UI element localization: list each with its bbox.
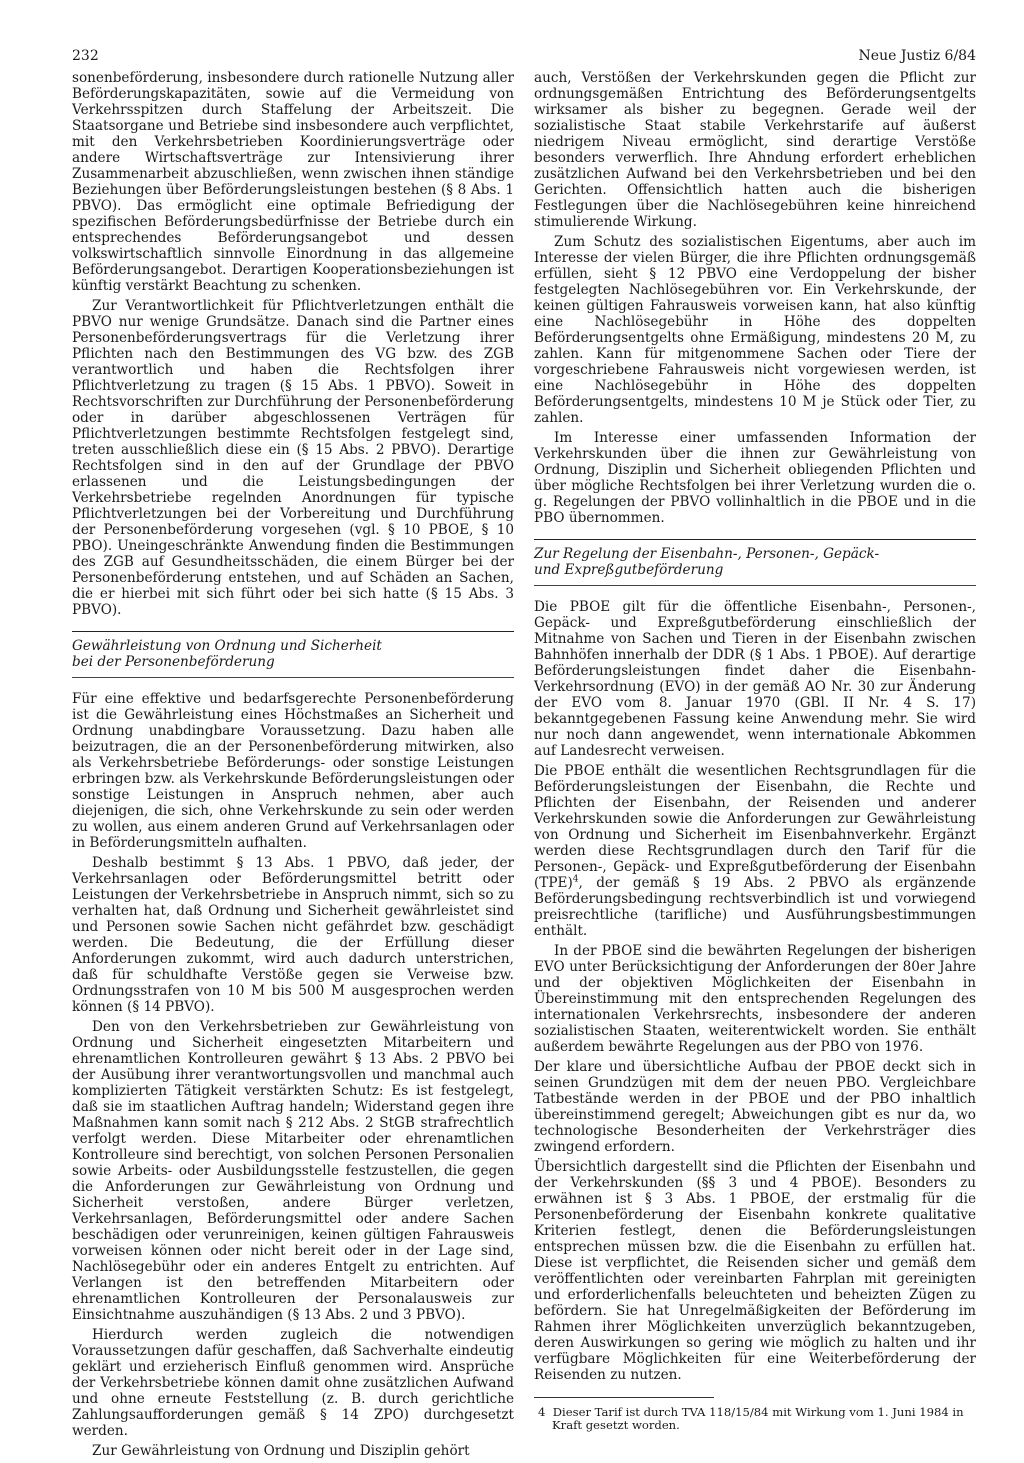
section-heading: [534, 539, 976, 586]
page-header: [72, 48, 976, 66]
paragraph: Der klare und übersichtliche Aufbau der PBOE deckt sich in seinen Grundzügen mit dem der neuen PBO. Vergleichbare Tatbestände werden in der PBOE und der PBO inhaltlich übereinstimmend geregelt; Abweichungen gibt es nur da, wo technologische Besonderheiten der Verkehrsträger dies zwingend erfordern.: [534, 1059, 976, 1155]
paragraph: [534, 763, 976, 939]
journal-issue: Neue Justiz 6/84: [858, 48, 976, 64]
paragraph: Zum Schutz des sozialistischen Eigentums, aber auch im Interesse der vielen Bürger, die ihre Pflichten ordnungsgemäß erfüllen, sieht § 12 PBVO eine Verdoppelung der bisher festgelegten Nachlösegebühren vor. Ein Verkehrskunde, der keinen gültigen Fahrausweis vorweisen kann, hat also künftig eine Nachlösegebühr in Höhe des doppelten Beförderungsentgelts ohne Ermäßigung, mindestens 20 M, zu zahlen. Kann für mitgenommene Sachen oder Tiere der vorgeschriebene Fahrausweis nicht vorgewiesen werden, ist eine Nachlösegebühr in Höhe des doppelten Beförderungsentgelts, mindestens 10 M je Stück oder Tier, zu zahlen.: [534, 234, 976, 426]
paragraph-text: , der gemäß § 19 Abs. 2 PBVO als ergänzende Beförderungsbedingung rechtsverbindlich ist und vorwiegend preisrechtliche (tarifliche) und Ausführungsbestimmungen enthält.: [534, 875, 976, 939]
left-column: [72, 70, 514, 1463]
section-heading-line: bei der Personenbeförderung: [72, 654, 275, 670]
paragraph: Übersichtlich dargestellt sind die Pflichten der Eisenbahn und der Verkehrskunden (§§ 3 und 4 PBOE). Besonders zu erwähnen ist § 3 Abs. 1 PBOE, der erstmalig für die Personenbeförderung der Eisenbahn konkrete qualitative Kriterien festlegt, denen die Beförderungsleistungen entsprechen müssen bzw. die die Eisenbahn zu erfüllen hat. Diese ist verpflichtet, die Reisenden sicher und gemäß dem veröffentlichten oder vereinbarten Fahrplan mit gereinigten und erforderlichenfalls beleuchteten und beheizten Zügen zu befördern. Sie hat Unregelmäßigkeiten der Beförderung im Rahmen ihrer Möglichkeiten unverzüglich bekanntzugeben, deren Auswirkungen so gering wie möglich zu halten und ihr verfügbare Möglichkeiten für eine Weiterbeförderung der Reisenden zu nutzen.: [534, 1159, 976, 1383]
paragraph: In der PBOE sind die bewährten Regelungen der bisherigen EVO unter Berücksichtigung der Anforderungen der 80er Jahre und der objektiven Möglichkeiten der Eisenbahn in Übereinstimmung mit den entsprechenden Regelungen des internationalen Verkehrsrechts, insbesondere der anderen sozialistischen Staaten, weiterentwickelt worden. Sie enthält außerdem bewährte Regelungen aus der PBO von 1976.: [534, 943, 976, 1055]
paragraph: Zur Verantwortlichkeit für Pflichtverletzungen enthält die PBVO nur wenige Grundsätze. Danach sind die Partner eines Personenbeförderungsvertrags für die Verletzung ihrer Pflichten nach den Bestimmungen des VG bzw. des ZGB verantwortlich und haben die Rechtsfolgen ihrer Pflichtverletzung zu tragen (§ 15 Abs. 1 PBVO). Soweit in Rechtsvorschriften zur Durchführung der Personenbeförderung oder in darüber abgeschlossenen Verträgen für Pflichtverletzungen bestimmte Rechtsfolgen festgelegt sind, treten ausschließlich diese ein (§ 15 Abs. 2 PBVO). Derartige Rechtsfolgen sind in den auf der Grundlage der PBVO erlassenen und die Leistungsbedingungen der Verkehrsbetriebe regelnden Anordnungen für typische Pflichtverletzungen bei der Vorbereitung und Durchführung der Personenbeförderung vorgesehen (vgl. § 10 PBOE, § 10 PBO). Uneingeschränkte Anwendung finden die Bestimmungen des ZGB auf Gesundheitsschäden, die einem Bürger bei der Personenbeförderung entstehen, und auf Schäden an Sachen, die er hierbei mit sich führt oder bei sich hatte (§ 15 Abs. 3 PBVO).: [72, 298, 514, 618]
footnote-divider: [534, 1397, 714, 1398]
paragraph: Für eine effektive und bedarfsgerechte Personenbeförderung ist die Gewährleistung eines Höchstmaßes an Sicherheit und Ordnung unabdingbare Voraussetzung. Dazu haben alle beizutragen, die an der Personenbeförderung mitwirken, also als Verkehrsbetriebe Beförderungs- oder sonstige Leistungen erbringen bzw. als Verkehrskunde Beförderungsleistungen oder sonstige Leistungen in Anspruch nehmen, aber auch diejenigen, die sich, ohne Verkehrskunde zu sein oder werden zu wollen, aus einem anderen Grund auf Verkehrsanlagen oder in Beförderungsmitteln aufhalten.: [72, 691, 514, 851]
footnote: [534, 1406, 976, 1432]
section-heading-line: Zur Regelung der Eisenbahn-, Personen-, Gepäck-: [534, 546, 880, 562]
footnote-reference: 4: [572, 874, 579, 885]
paragraph: sonenbeförderung, insbesondere durch rationelle Nutzung aller Beförderungskapazitäten, sowie auf die Vermeidung von Verkehrsspitzen durch Staffelung der Arbeitszeit. Die Staatsorgane und Betriebe sind insbesondere auch verpflichtet, mit den Verkehrsbetrieben Koordinierungsverträge oder andere Wirtschaftsverträge zur Intensivierung ihrer Zusammenarbeit abzuschließen, wenn zwischen ihnen ständige Beziehungen über Beförderungsleistungen bestehen (§ 8 Abs. 1 PBVO). Das ermöglicht eine optimale Befriedigung der spezifischen Beförderungsbedürfnisse der Betriebe durch ein entsprechendes Beförderungsangebot und dessen volkswirtschaftlich sinnvolle Einordnung in das allgemeine Beförderungsangebot. Derartigen Kooperationsbeziehungen ist künftig verstärkt Beachtung zu schenken.: [72, 70, 514, 294]
paragraph: Hierdurch werden zugleich die notwendigen Voraussetzungen dafür geschaffen, daß Sachverhalte eindeutig geklärt und erzieherisch Einfluß genommen wird. Ansprüche der Verkehrsbetriebe können damit ohne zusätzlichen Aufwand und ohne erneute Feststellung (z. B. durch gerichtliche Zahlungsaufforderungen gemäß § 14 ZPO) durchgesetzt werden.: [72, 1327, 514, 1439]
footnote-number: 4: [538, 1405, 546, 1419]
paragraph: Deshalb bestimmt § 13 Abs. 1 PBVO, daß jeder, der Verkehrsanlagen oder Beförderungsmittel betritt oder Leistungen der Verkehrsbetriebe in Anspruch nimmt, sich so zu verhalten hat, daß Ordnung und Sicherheit gewährleistet sind und Personen sowie Sachen nicht gefährdet bzw. geschädigt werden. Die Bedeutung, die der Erfüllung dieser Anforderungen zukommt, wird auch dadurch unterstrichen, daß für schuldhafte Verstöße gegen sie Verweise bzw. Ordnungsstrafen von 10 M bis 500 M ausgesprochen werden können (§ 14 PBVO).: [72, 855, 514, 1015]
page-number: 232: [72, 48, 99, 64]
section-heading-line: und Expreßgutbeförderung: [534, 562, 724, 578]
section-heading: [72, 631, 514, 678]
section-heading-line: Gewährleistung von Ordnung und Sicherheit: [72, 638, 382, 654]
right-column: [534, 70, 976, 1432]
paragraph: Den von den Verkehrsbetrieben zur Gewährleistung von Ordnung und Sicherheit eingesetzten Mitarbeitern und ehrenamtlichen Kontrolleuren gewährt § 13 Abs. 2 PBVO bei der Ausübung ihrer verantwortungsvollen und manchmal auch komplizierten Tätigkeit verstärkten Schutz: Es ist festgelegt, daß sie im staatlichen Auftrag handeln; Widerstand gegen ihre Maßnahmen kann somit nach § 212 Abs. 2 StGB strafrechtlich verfolgt werden. Diese Mitarbeiter oder ehrenamtlichen Kontrolleure sind berechtigt, von solchen Personen Personalien sowie Arbeits- oder Ausbildungsstelle festzustellen, die gegen die Anforderungen zur Gewährleistung von Ordnung und Sicherheit verstoßen, andere Bürger verletzen, Verkehrsanlagen, Beförderungsmittel oder andere Sachen beschädigen oder verunreinigen, keinen gültigen Fahrausweis vorweisen können oder nicht bereit oder in der Lage sind, Nachlösegebühr oder ein anderes Entgelt zu entrichten. Auf Verlangen ist den betreffenden Mitarbeitern oder ehrenamtlichen Kontrolleuren der Personalausweis zur Einsichtnahme auszuhändigen (§ 13 Abs. 2 und 3 PBVO).: [72, 1019, 514, 1323]
paragraph: auch, Verstößen der Verkehrskunden gegen die Pflicht zur ordnungsgemäßen Entrichtung des Beförderungsentgelts wirksamer als bisher zu begegnen. Gerade weil der sozialistische Staat stabile Verkehrstarife auf äußerst niedrigem Niveau ermöglicht, sind derartige Verstöße besonders verwerflich. Ihre Ahndung erfordert erheblichen zusätzlichen Aufwand bei den Verkehrsbetrieben und bei den Gerichten. Offensichtlich hatten auch die bisherigen Festlegungen über die Nachlösegebühren keine hinreichend stimulierende Wirkung.: [534, 70, 976, 230]
paragraph: Im Interesse einer umfassenden Information der Verkehrskunden über die ihnen zur Gewährleistung von Ordnung, Disziplin und Sicherheit obliegenden Pflichten und über mögliche Rechtsfolgen bei ihrer Verletzung wurden die o. g. Regelungen der PBVO vollinhaltlich in die PBOE und in die PBO übernommen.: [534, 430, 976, 526]
paragraph: Die PBOE gilt für die öffentliche Eisenbahn-, Personen-, Gepäck- und Expreßgutbeförderung einschließlich der Mitnahme von Sachen und Tieren in der Eisenbahn zwischen Bahnhöfen innerhalb der DDR (§ 1 Abs. 1 PBOE). Auf derartige Beförderungsleistungen findet daher die Eisenbahn-Verkehrsordnung (EVO) in der gemäß AO Nr. 30 zur Änderung der EVO vom 8. Januar 1970 (GBl. II Nr. 4 S. 17) bekanntgegebenen Fassung keine Anwendung mehr. Sie wird nur noch dann angewendet, wenn internationale Abkommen auf Landesrecht verweisen.: [534, 599, 976, 759]
footnote-text: Dieser Tarif ist durch TVA 118/15/84 mit Wirkung vom 1. Juni 1984 in Kraft gesetzt worden.: [552, 1405, 964, 1432]
paragraph-text: Die PBOE enthält die wesentlichen Rechtsgrundlagen für die Beförderungsleistungen der Eisenbahn, die Rechte und Pflichten der Eisenbahn, der Reisenden und anderer Verkehrskunden sowie die Anforderungen zur Gewährleistung von Ordnung und Sicherheit im Eisenbahnverkehr. Ergänzt werden diese Rechtsgrundlagen durch den Tarif für die Personen-, Gepäck- und Expreßgutbeförderung der Eisenbahn (TPE): [534, 763, 976, 891]
paragraph: Zur Gewährleistung von Ordnung und Disziplin gehört: [92, 1443, 470, 1459]
